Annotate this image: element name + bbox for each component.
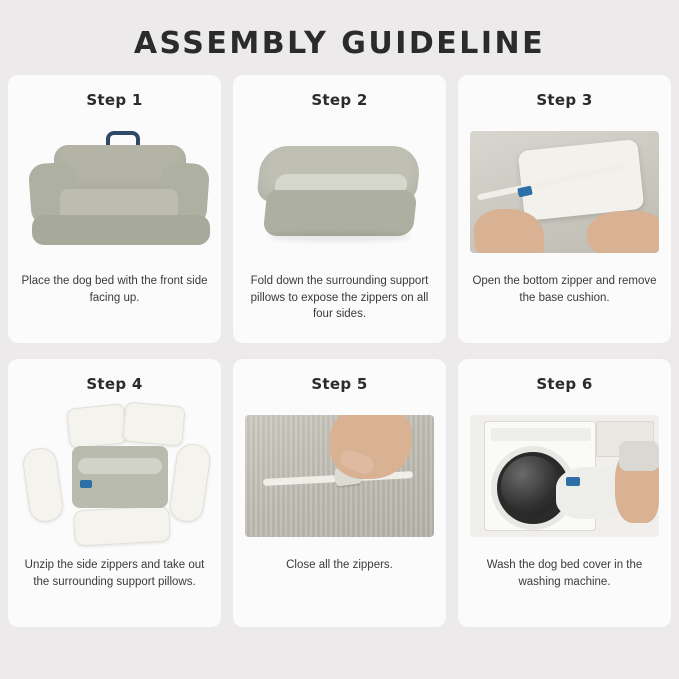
step-illustration-2: [245, 117, 434, 267]
door-glass: [501, 456, 561, 516]
step-illustration-6: [470, 401, 659, 551]
step-card-6: [458, 359, 671, 627]
step-label-4: Step 4: [86, 375, 143, 393]
step-caption-1: Place the dog bed with the front side facing up.: [21, 275, 208, 304]
step-card-4: [8, 359, 221, 627]
step-caption-2: Fold down the surrounding support pillows to expose the zippers on all four sides.: [250, 275, 429, 321]
step-label-6: Step 6: [536, 375, 593, 393]
base-shape: [32, 215, 210, 245]
washing-machine-photo: [470, 415, 659, 537]
step-illustration-5: [245, 401, 434, 551]
step-label-5: Step 5: [311, 375, 368, 393]
pillow-left: [21, 445, 65, 523]
pillow-bottom: [73, 505, 171, 546]
drop-shadow: [269, 232, 411, 242]
step-label-3: Step 3: [536, 91, 593, 109]
exploded-pillows-icon: [20, 404, 209, 549]
step-card-5: [233, 359, 446, 627]
dog-bed-icon: [20, 127, 209, 257]
cover-lip-shape: [78, 458, 162, 474]
zipper-pull-icon: [80, 480, 92, 488]
zipper-photo: [470, 131, 659, 253]
pillow-top-left: [66, 403, 128, 449]
bed-body-shape: [263, 190, 418, 236]
step-card-3: [458, 75, 671, 343]
step-label-2: Step 2: [311, 91, 368, 109]
step-card-1: [8, 75, 221, 343]
step-card-2: [233, 75, 446, 343]
right-hand-shape: [587, 211, 659, 253]
control-panel: [491, 428, 591, 441]
sleeve-shape: [619, 441, 659, 471]
closing-zipper-photo: [245, 415, 434, 537]
step-illustration-3: [470, 117, 659, 267]
bed-cover-shape: [72, 446, 168, 508]
step-caption-3: Open the bottom zipper and remove the base cushion.: [472, 275, 657, 304]
pillow-right: [168, 442, 213, 524]
pillow-top-right: [122, 401, 185, 446]
page-title: ASSEMBLY GUIDELINE: [133, 26, 546, 61]
step-illustration-1: [20, 117, 209, 267]
step-caption-6: Wash the dog bed cover in the washing machine.: [486, 559, 643, 588]
zipper-pull-icon: [566, 477, 580, 486]
step-caption-5: Close all the zippers.: [286, 559, 393, 571]
step-label-1: Step 1: [86, 91, 143, 109]
step-illustration-4: [20, 401, 209, 551]
steps-grid: [0, 75, 679, 627]
folded-dog-bed-icon: [245, 132, 434, 252]
base-cushion-shape: [518, 139, 645, 221]
step-caption-4: Unzip the side zippers and take out the surrounding support pillows.: [24, 559, 205, 588]
